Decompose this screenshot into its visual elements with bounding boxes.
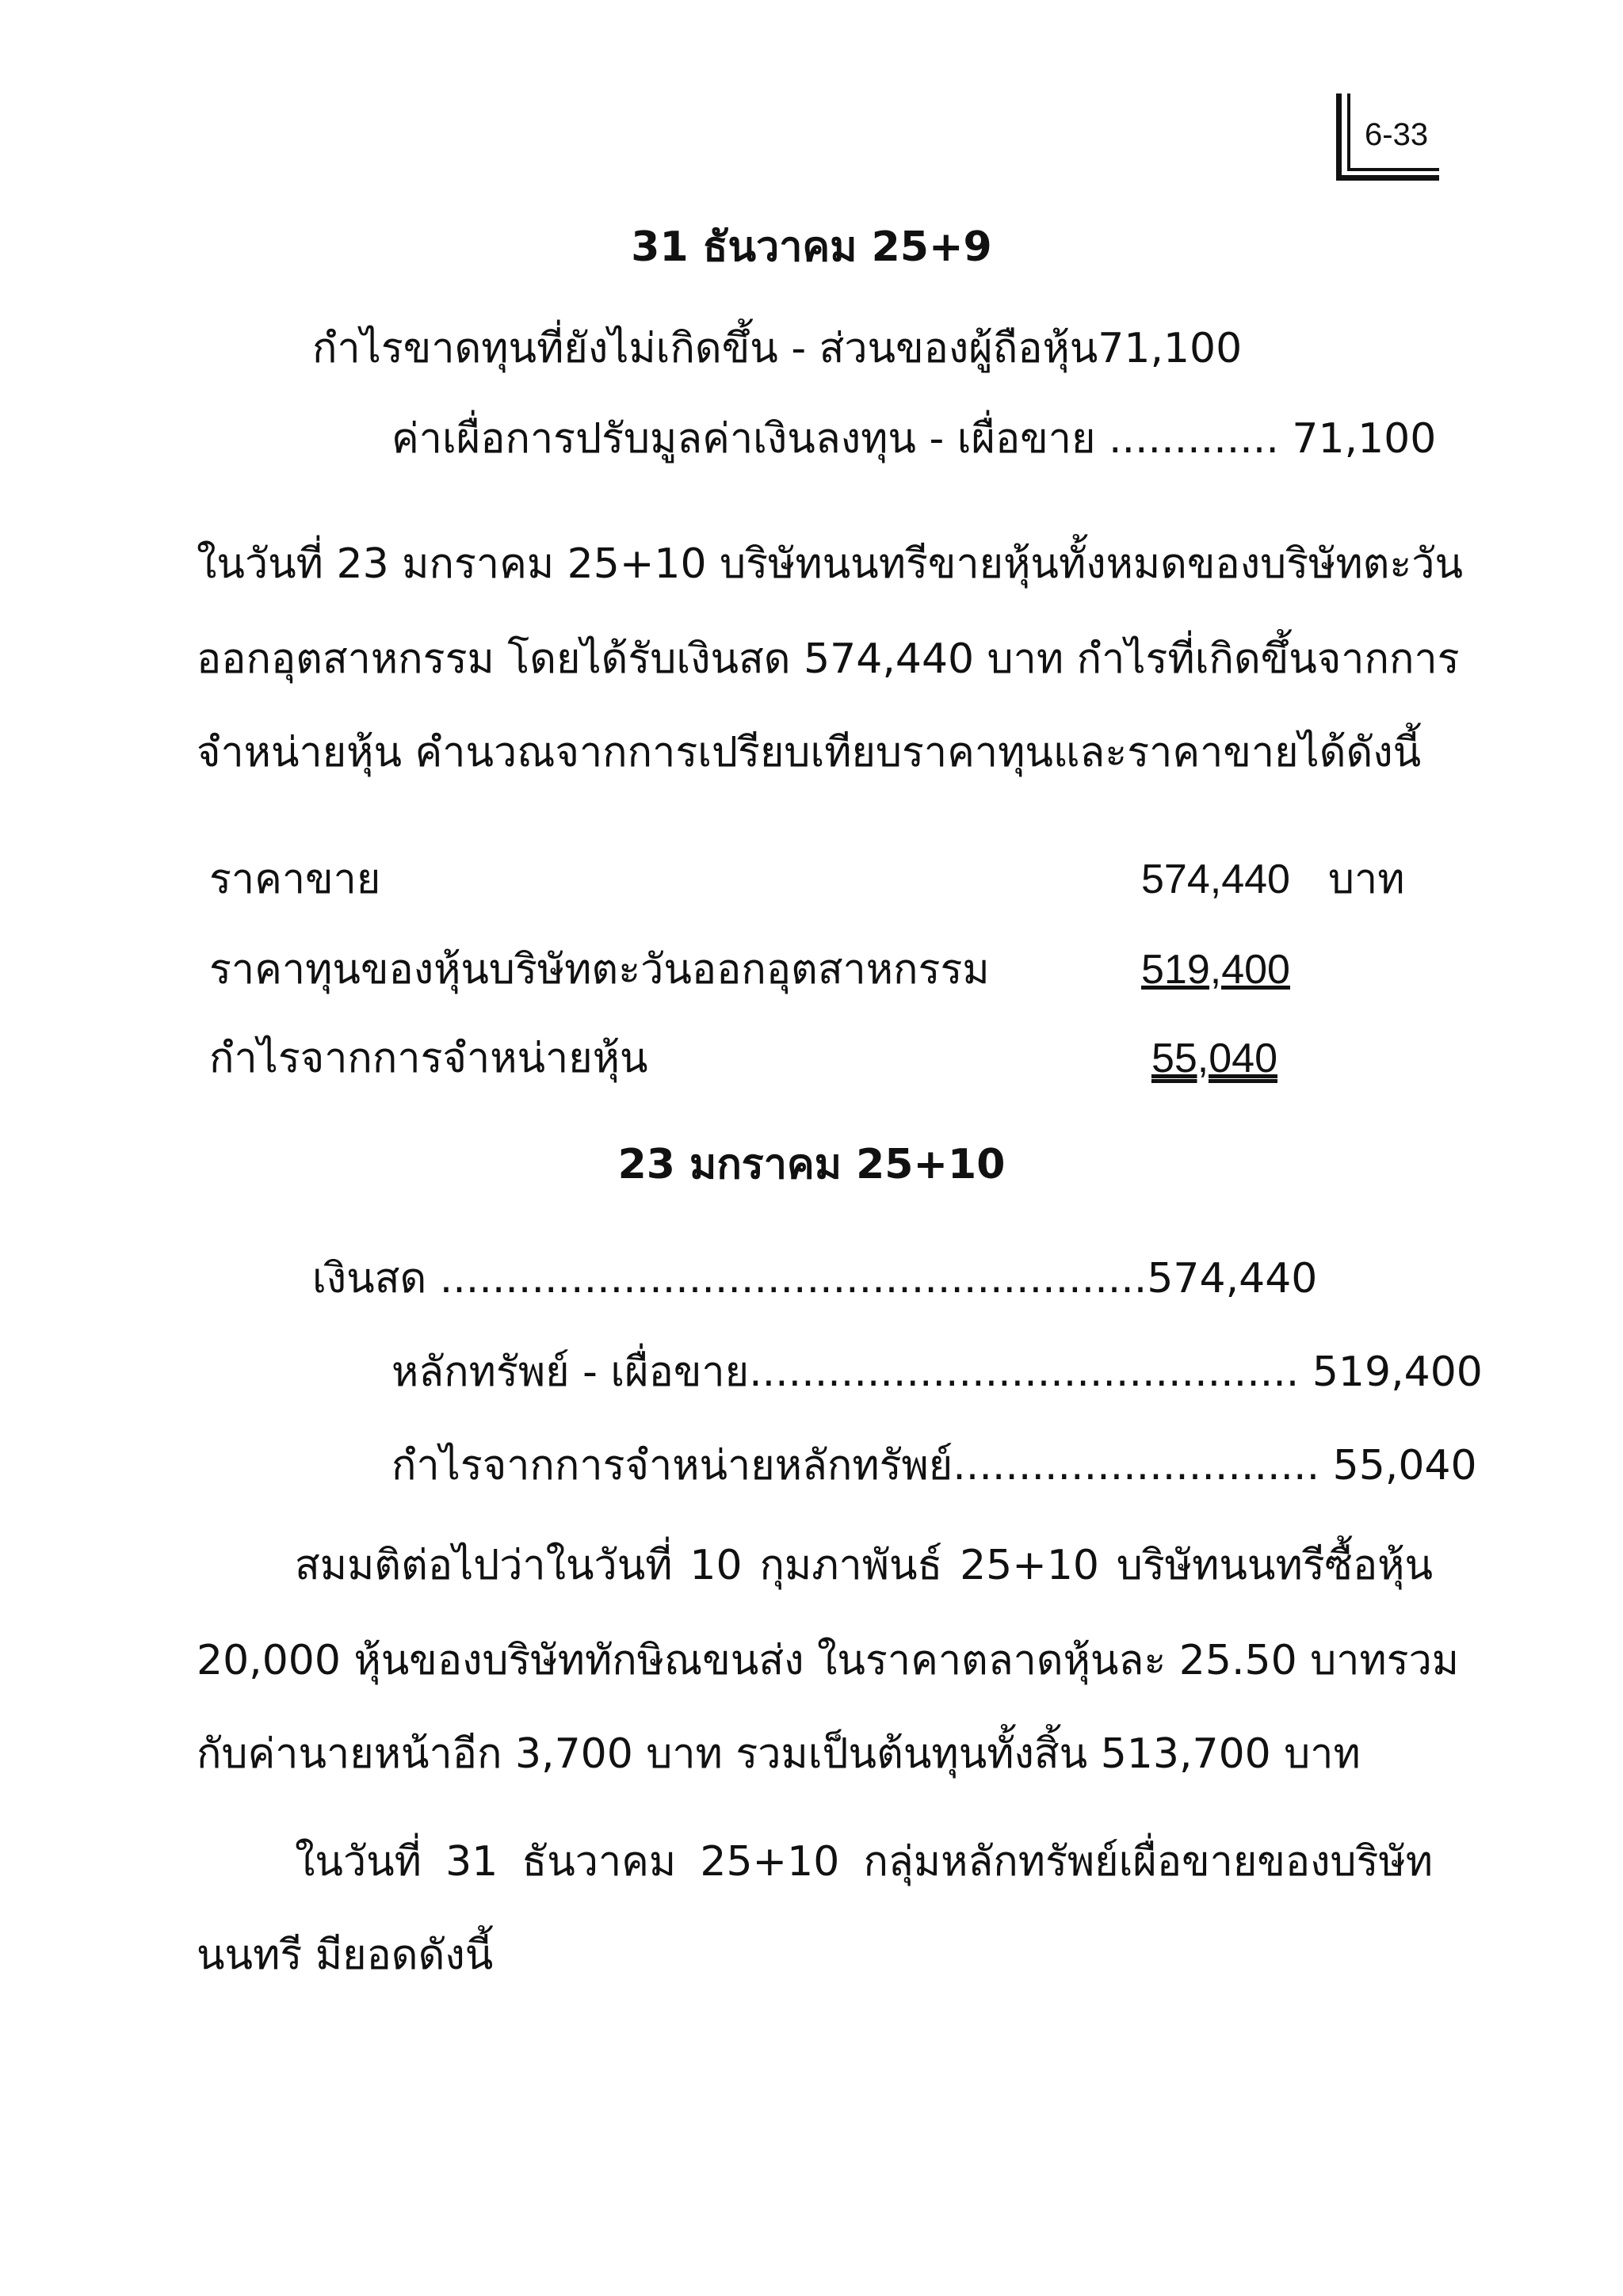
- calc-row-unit: บาท: [1328, 856, 1405, 903]
- section2-entry-credit2: กำไรจากการจำหน่ายหลักทรัพย์............................ 55,040: [391, 1442, 1477, 1489]
- paragraph2-line3: กับค่านายหน้าอีก 3,700 บาท รวมเป็นต้นทุนทั้งสิ้น 513,700 บาท: [197, 1730, 1361, 1778]
- section2-date-heading: 23 มกราคม 25+10: [617, 1141, 1006, 1188]
- section1-date-heading: 31 ธันวาคม 25+9: [631, 223, 992, 271]
- paragraph1-line2: ออกอุตสาหกรรม โดยได้รับเงินสด 574,440 บาท กำไรที่เกิดขึ้นจากการ: [197, 635, 1460, 683]
- frame-line: [1336, 175, 1439, 181]
- paragraph2-line1: สมมติต่อไปว่าในวันที่ 10 กุมภาพันธ์ 25+10 บริษัทนนทรีซื้อหุ้น: [295, 1542, 1433, 1589]
- calc-row-value: 574,440: [1141, 856, 1290, 902]
- paragraph3-line1: ในวันที่ 31 ธันวาคม 25+10 กลุ่มหลักทรัพย์เผื่อขายของบริษัท: [295, 1838, 1433, 1886]
- section1-entry-credit: ค่าเผื่อการปรับมูลค่าเงินลงทุน - เผื่อขาย ............. 71,100: [391, 415, 1437, 463]
- frame-line: [1336, 93, 1342, 181]
- calc-row-value: 519,400: [1141, 947, 1290, 993]
- section2-entry-credit1: หลักทรัพย์ - เผื่อขาย.......................................... 519,400: [391, 1348, 1483, 1396]
- page-number: 6-33: [1365, 117, 1429, 152]
- calc-row-label: ราคาทุนของหุ้นบริษัทตะวันออกอุตสาหกรรม: [209, 946, 990, 994]
- paragraph3-line2: นนทรี มียอดดังนี้: [197, 1932, 494, 1979]
- page-number-box: [1336, 93, 1439, 181]
- paragraph2-line2: 20,000 หุ้นของบริษัททักษิณขนส่ง ในราคาตลาดหุ้นละ 25.50 บาทรวม: [197, 1637, 1460, 1684]
- calc-row-value: 55,040: [1151, 1035, 1277, 1081]
- section2-entry-debit: เงินสด ......................................................574,440: [312, 1255, 1318, 1302]
- section1-entry-debit: กำไรขาดทุนที่ยังไม่เกิดขึ้น - ส่วนของผู้ถือหุ้น71,100: [312, 325, 1243, 372]
- calc-row-label: ราคาขาย: [209, 856, 381, 903]
- paragraph1-line1: ในวันที่ 23 มกราคม 25+10 บริษัทนนทรีขายหุ้นทั้งหมดของบริษัทตะวัน: [197, 540, 1464, 588]
- paragraph1-line3: จำหน่ายหุ้น คำนวณจากการเปรียบเทียบราคาทุนและราคาขายได้ดังนี้: [197, 729, 1422, 776]
- frame-line: [1347, 93, 1350, 171]
- calc-row-label: กำไรจากการจำหน่ายหุ้น: [209, 1035, 648, 1082]
- frame-line: [1347, 168, 1439, 171]
